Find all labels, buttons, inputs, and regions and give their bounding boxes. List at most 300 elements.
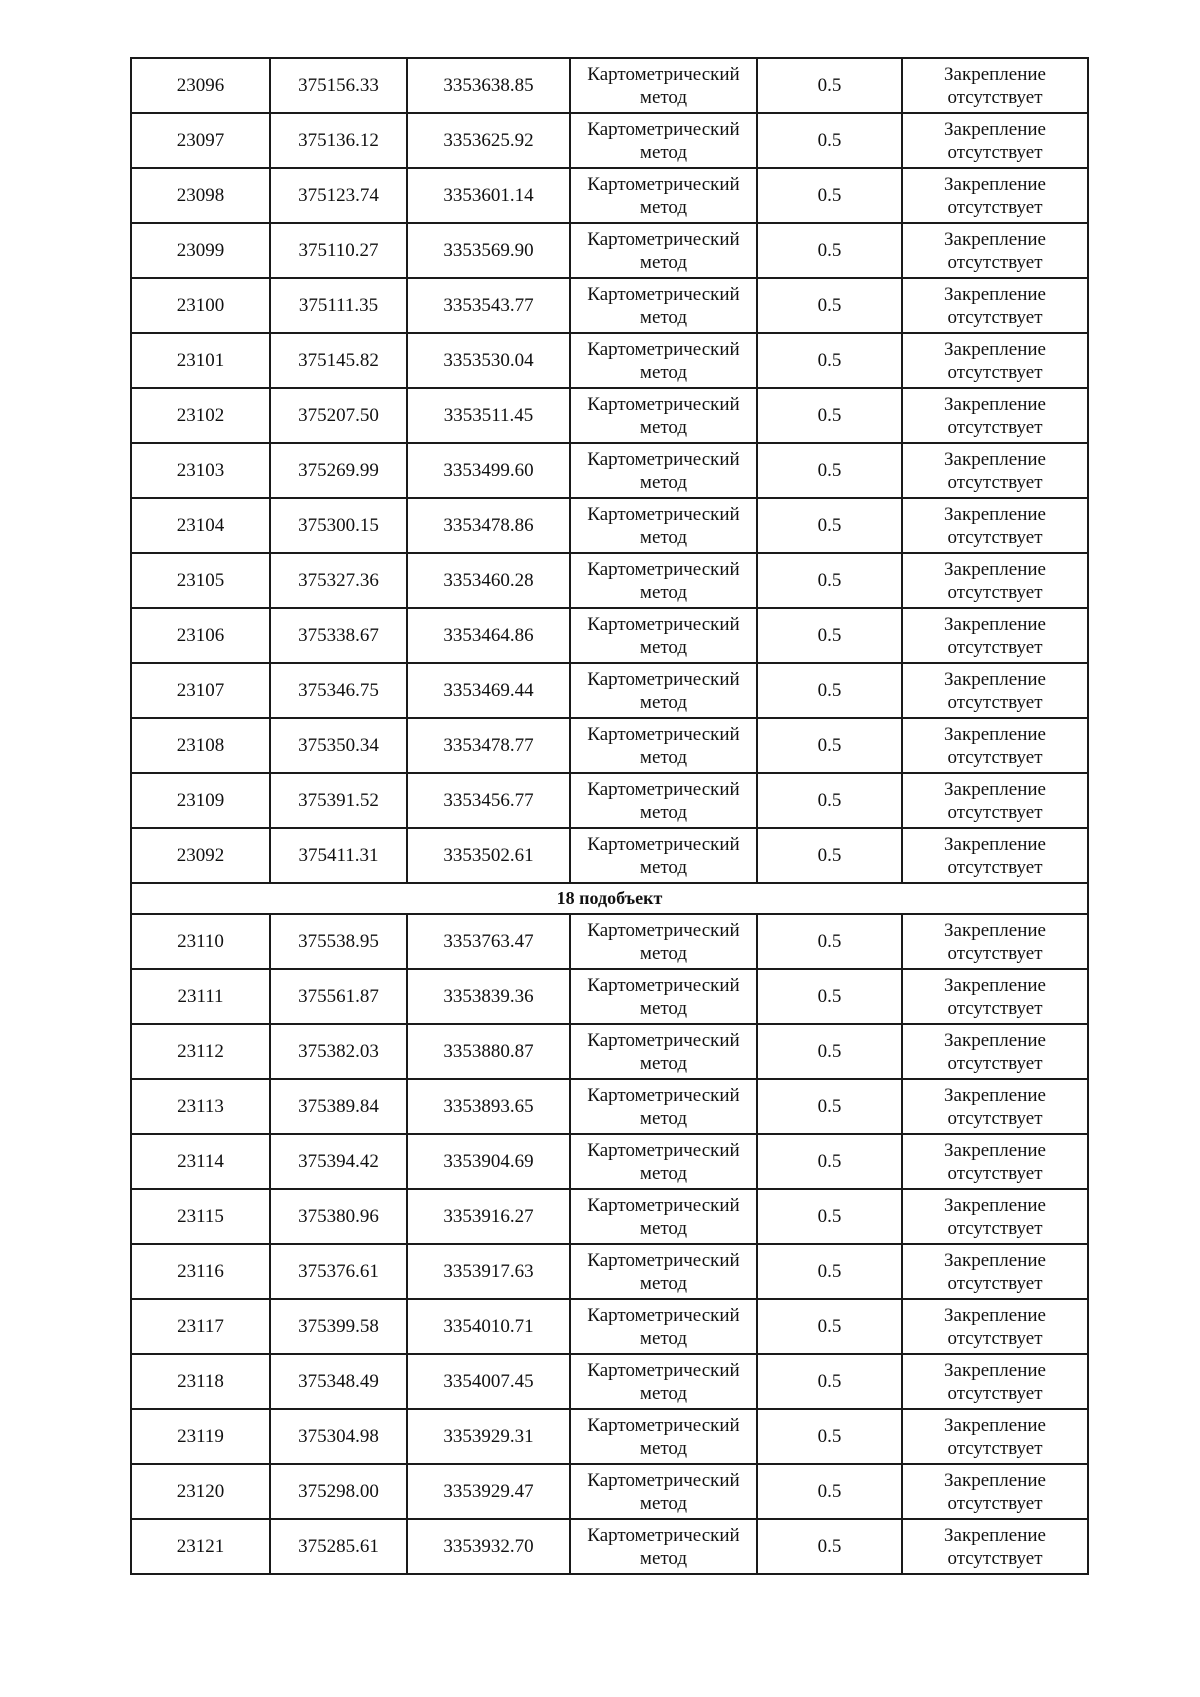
fixation-cell [902, 223, 1088, 278]
y-coordinate-cell [407, 443, 570, 498]
accuracy-text: 0.5 [817, 1481, 842, 1502]
x-coordinate-cell [270, 1519, 407, 1574]
method-text: Картометрический [587, 503, 740, 525]
fixation-text: отсутствует [947, 306, 1043, 328]
point-number-cell [131, 223, 270, 278]
accuracy-cell [757, 278, 902, 333]
fixation-text: отсутствует [947, 1052, 1043, 1074]
y-coordinate-text: 3353929.47 [443, 1481, 534, 1502]
y-coordinate-text: 3354010.71 [443, 1316, 534, 1337]
x-coordinate-text: 375350.34 [298, 735, 379, 756]
fixation-cell [902, 718, 1088, 773]
fixation-text: отсутствует [947, 942, 1043, 964]
x-coordinate-text: 375394.42 [298, 1151, 379, 1172]
x-coordinate-text: 375382.03 [298, 1041, 379, 1062]
method-text: метод [639, 1107, 688, 1129]
x-coordinate-cell [270, 553, 407, 608]
method-text: Картометрический [587, 63, 740, 85]
x-coordinate-cell [270, 58, 407, 113]
fixation-text: Закрепление [944, 1249, 1046, 1271]
method-text: Картометрический [587, 1524, 740, 1546]
x-coordinate-cell [270, 663, 407, 718]
accuracy-cell [757, 553, 902, 608]
accuracy-text: 0.5 [817, 185, 842, 206]
y-coordinate-cell [407, 608, 570, 663]
y-coordinate-cell [407, 58, 570, 113]
accuracy-cell [757, 443, 902, 498]
y-coordinate-text: 3353638.85 [443, 75, 534, 96]
accuracy-text: 0.5 [817, 75, 842, 96]
method-cell [570, 1464, 757, 1519]
x-coordinate-text: 375269.99 [298, 460, 379, 481]
fixation-text: Закрепление [944, 338, 1046, 360]
point-number-cell [131, 553, 270, 608]
accuracy-cell [757, 969, 902, 1024]
point-number-cell [131, 1134, 270, 1189]
y-coordinate-text: 3353601.14 [443, 185, 534, 206]
method-text: метод [639, 361, 688, 383]
point-number-cell [131, 388, 270, 443]
accuracy-cell [757, 1409, 902, 1464]
accuracy-text: 0.5 [817, 680, 842, 701]
point-number-text: 23121 [176, 1536, 225, 1557]
fixation-text: отсутствует [947, 801, 1043, 823]
accuracy-cell [757, 1464, 902, 1519]
accuracy-text: 0.5 [817, 735, 842, 756]
y-coordinate-cell [407, 333, 570, 388]
accuracy-cell [757, 1024, 902, 1079]
fixation-text: отсутствует [947, 1327, 1043, 1349]
accuracy-cell [757, 914, 902, 969]
method-text: Картометрический [587, 558, 740, 580]
fixation-cell [902, 1464, 1088, 1519]
y-coordinate-text: 3353839.36 [443, 986, 534, 1007]
fixation-cell [902, 333, 1088, 388]
fixation-cell [902, 1244, 1088, 1299]
point-number-cell [131, 333, 270, 388]
point-number-text: 23110 [177, 931, 224, 952]
y-coordinate-text: 3353502.61 [443, 845, 534, 866]
table-row [131, 58, 1088, 113]
accuracy-text: 0.5 [817, 1096, 842, 1117]
y-coordinate-text: 3353511.45 [443, 405, 534, 426]
y-coordinate-cell [407, 278, 570, 333]
fixation-text: Закрепление [944, 919, 1046, 941]
fixation-cell [902, 773, 1088, 828]
y-coordinate-cell [407, 718, 570, 773]
x-coordinate-cell [270, 1244, 407, 1299]
accuracy-cell [757, 388, 902, 443]
method-text: Картометрический [587, 1359, 740, 1381]
y-coordinate-text: 3353543.77 [443, 295, 534, 316]
fixation-cell [902, 1079, 1088, 1134]
x-coordinate-text: 375298.00 [298, 1481, 379, 1502]
point-number-text: 23108 [176, 735, 225, 756]
point-number-cell [131, 1409, 270, 1464]
fixation-cell [902, 1134, 1088, 1189]
method-text: Картометрический [587, 1469, 740, 1491]
fixation-text: Закрепление [944, 393, 1046, 415]
x-coordinate-cell [270, 498, 407, 553]
fixation-cell [902, 1189, 1088, 1244]
table-row [131, 773, 1088, 828]
x-coordinate-cell [270, 1079, 407, 1134]
table-row [131, 1189, 1088, 1244]
table-row [131, 333, 1088, 388]
x-coordinate-text: 375399.58 [298, 1316, 379, 1337]
fixation-text: отсутствует [947, 1492, 1043, 1514]
y-coordinate-text: 3353478.77 [443, 735, 534, 756]
method-cell [570, 1024, 757, 1079]
method-text: Картометрический [587, 833, 740, 855]
y-coordinate-cell [407, 113, 570, 168]
fixation-text: отсутствует [947, 416, 1043, 438]
fixation-text: Закрепление [944, 63, 1046, 85]
fixation-text: Закрепление [944, 668, 1046, 690]
x-coordinate-text: 375300.15 [298, 515, 379, 536]
point-number-text: 23117 [177, 1316, 224, 1337]
method-cell [570, 58, 757, 113]
fixation-text: отсутствует [947, 691, 1043, 713]
y-coordinate-cell [407, 1409, 570, 1464]
y-coordinate-cell [407, 1519, 570, 1574]
method-text: метод [639, 581, 688, 603]
point-number-cell [131, 969, 270, 1024]
point-number-text: 23112 [177, 1041, 224, 1062]
y-coordinate-cell [407, 969, 570, 1024]
y-coordinate-text: 3353763.47 [443, 931, 534, 952]
fixation-text: Закрепление [944, 118, 1046, 140]
y-coordinate-cell [407, 1354, 570, 1409]
method-text: Картометрический [587, 668, 740, 690]
x-coordinate-text: 375561.87 [298, 986, 379, 1007]
x-coordinate-text: 375380.96 [298, 1206, 379, 1227]
point-number-cell [131, 1519, 270, 1574]
accuracy-cell [757, 223, 902, 278]
x-coordinate-text: 375145.82 [298, 350, 379, 371]
y-coordinate-text: 3354007.45 [443, 1371, 534, 1392]
x-coordinate-cell [270, 1189, 407, 1244]
point-number-text: 23104 [176, 515, 225, 536]
method-text: метод [639, 636, 688, 658]
table-row [131, 278, 1088, 333]
point-number-text: 23115 [177, 1206, 224, 1227]
point-number-cell [131, 498, 270, 553]
fixation-text: Закрепление [944, 1414, 1046, 1436]
point-number-cell [131, 1024, 270, 1079]
accuracy-cell [757, 1189, 902, 1244]
point-number-text: 23092 [176, 845, 225, 866]
fixation-text: отсутствует [947, 251, 1043, 273]
point-number-text: 23097 [176, 130, 225, 151]
fixation-text: отсутствует [947, 1107, 1043, 1129]
method-text: Картометрический [587, 1414, 740, 1436]
fixation-cell [902, 1024, 1088, 1079]
accuracy-cell [757, 1299, 902, 1354]
x-coordinate-cell [270, 1134, 407, 1189]
fixation-cell [902, 828, 1088, 883]
fixation-text: отсутствует [947, 746, 1043, 768]
fixation-text: Закрепление [944, 778, 1046, 800]
accuracy-cell [757, 113, 902, 168]
fixation-cell [902, 1354, 1088, 1409]
table-row [131, 113, 1088, 168]
point-number-text: 23118 [177, 1371, 224, 1392]
point-number-text: 23120 [176, 1481, 225, 1502]
method-cell [570, 1409, 757, 1464]
method-text: метод [639, 471, 688, 493]
y-coordinate-cell [407, 498, 570, 553]
accuracy-text: 0.5 [817, 350, 842, 371]
point-number-text: 23100 [176, 295, 225, 316]
table-row [131, 828, 1088, 883]
method-text: Картометрический [587, 919, 740, 941]
fixation-text: отсутствует [947, 1162, 1043, 1184]
method-text: Картометрический [587, 283, 740, 305]
method-cell [570, 1299, 757, 1354]
fixation-text: отсутствует [947, 361, 1043, 383]
method-text: метод [639, 856, 688, 878]
fixation-text: Закрепление [944, 173, 1046, 195]
accuracy-text: 0.5 [817, 130, 842, 151]
point-number-text: 23096 [176, 75, 225, 96]
fixation-text: Закрепление [944, 833, 1046, 855]
fixation-text: отсутствует [947, 856, 1043, 878]
x-coordinate-text: 375111.35 [298, 295, 379, 316]
y-coordinate-cell [407, 828, 570, 883]
fixation-text: Закрепление [944, 1469, 1046, 1491]
point-number-cell [131, 113, 270, 168]
accuracy-text: 0.5 [817, 845, 842, 866]
accuracy-text: 0.5 [817, 1371, 842, 1392]
method-text: Картометрический [587, 1139, 740, 1161]
x-coordinate-text: 375411.31 [298, 845, 379, 866]
method-text: Картометрический [587, 448, 740, 470]
fixation-cell [902, 443, 1088, 498]
method-cell [570, 914, 757, 969]
accuracy-text: 0.5 [817, 460, 842, 481]
method-text: метод [639, 1437, 688, 1459]
x-coordinate-cell [270, 113, 407, 168]
fixation-cell [902, 168, 1088, 223]
accuracy-cell [757, 1519, 902, 1574]
method-cell [570, 608, 757, 663]
y-coordinate-text: 3353880.87 [443, 1041, 534, 1062]
method-cell [570, 168, 757, 223]
point-number-cell [131, 914, 270, 969]
point-number-text: 23106 [176, 625, 225, 646]
accuracy-text: 0.5 [817, 790, 842, 811]
y-coordinate-text: 3353460.28 [443, 570, 534, 591]
table-row [131, 388, 1088, 443]
method-text: метод [639, 1162, 688, 1184]
point-number-cell [131, 168, 270, 223]
x-coordinate-text: 375136.12 [298, 130, 379, 151]
y-coordinate-cell [407, 1464, 570, 1519]
table-row [131, 443, 1088, 498]
x-coordinate-text: 375327.36 [298, 570, 379, 591]
method-text: Картометрический [587, 723, 740, 745]
method-text: метод [639, 1492, 688, 1514]
point-number-text: 23102 [176, 405, 225, 426]
fixation-text: Закрепление [944, 613, 1046, 635]
method-cell [570, 1354, 757, 1409]
subobject-header-row [131, 883, 1088, 914]
y-coordinate-cell [407, 1134, 570, 1189]
point-number-text: 23114 [177, 1151, 224, 1172]
point-number-cell [131, 1464, 270, 1519]
method-cell [570, 1079, 757, 1134]
accuracy-text: 0.5 [817, 1426, 842, 1447]
accuracy-cell [757, 828, 902, 883]
point-number-cell [131, 1244, 270, 1299]
x-coordinate-text: 375156.33 [298, 75, 379, 96]
accuracy-cell [757, 58, 902, 113]
x-coordinate-cell [270, 828, 407, 883]
method-cell [570, 1244, 757, 1299]
method-text: Картометрический [587, 974, 740, 996]
y-coordinate-cell [407, 1079, 570, 1134]
y-coordinate-text: 3353916.27 [443, 1206, 534, 1227]
x-coordinate-cell [270, 1354, 407, 1409]
fixation-cell [902, 969, 1088, 1024]
accuracy-cell [757, 1079, 902, 1134]
y-coordinate-text: 3353929.31 [443, 1426, 534, 1447]
y-coordinate-cell [407, 388, 570, 443]
y-coordinate-cell [407, 168, 570, 223]
fixation-text: отсутствует [947, 636, 1043, 658]
accuracy-text: 0.5 [817, 405, 842, 426]
y-coordinate-cell [407, 773, 570, 828]
x-coordinate-text: 375346.75 [298, 680, 379, 701]
method-cell [570, 498, 757, 553]
accuracy-cell [757, 498, 902, 553]
accuracy-cell [757, 333, 902, 388]
y-coordinate-text: 3353530.04 [443, 350, 534, 371]
x-coordinate-text: 375391.52 [298, 790, 379, 811]
y-coordinate-text: 3353478.86 [443, 515, 534, 536]
accuracy-cell [757, 663, 902, 718]
x-coordinate-cell [270, 388, 407, 443]
x-coordinate-text: 375376.61 [298, 1261, 379, 1282]
x-coordinate-text: 375338.67 [298, 625, 379, 646]
accuracy-cell [757, 1134, 902, 1189]
x-coordinate-text: 375389.84 [298, 1096, 379, 1117]
fixation-cell [902, 388, 1088, 443]
method-text: Картометрический [587, 1029, 740, 1051]
table-row [131, 1354, 1088, 1409]
fixation-text: Закрепление [944, 1304, 1046, 1326]
method-text: Картометрический [587, 173, 740, 195]
fixation-text: Закрепление [944, 723, 1046, 745]
y-coordinate-text: 3353625.92 [443, 130, 534, 151]
accuracy-text: 0.5 [817, 1316, 842, 1337]
table-row [131, 1244, 1088, 1299]
point-number-cell [131, 1189, 270, 1244]
fixation-cell [902, 1409, 1088, 1464]
method-text: метод [639, 801, 688, 823]
x-coordinate-cell [270, 969, 407, 1024]
method-text: метод [639, 746, 688, 768]
method-cell [570, 663, 757, 718]
method-text: метод [639, 196, 688, 218]
point-number-text: 23101 [176, 350, 225, 371]
y-coordinate-text: 3353904.69 [443, 1151, 534, 1172]
fixation-text: отсутствует [947, 581, 1043, 603]
accuracy-text: 0.5 [817, 295, 842, 316]
x-coordinate-text: 375123.74 [298, 185, 379, 206]
fixation-text: отсутствует [947, 1437, 1043, 1459]
point-number-text: 23119 [177, 1426, 224, 1447]
method-text: метод [639, 306, 688, 328]
method-text: метод [639, 691, 688, 713]
accuracy-cell [757, 773, 902, 828]
fixation-text: Закрепление [944, 558, 1046, 580]
method-text: Картометрический [587, 1194, 740, 1216]
x-coordinate-cell [270, 608, 407, 663]
y-coordinate-cell [407, 553, 570, 608]
method-cell [570, 1189, 757, 1244]
x-coordinate-cell [270, 278, 407, 333]
x-coordinate-cell [270, 773, 407, 828]
table-row [131, 1409, 1088, 1464]
table-row [131, 168, 1088, 223]
table-row [131, 1024, 1088, 1079]
x-coordinate-cell [270, 223, 407, 278]
fixation-cell [902, 113, 1088, 168]
method-cell [570, 828, 757, 883]
point-number-text: 23116 [177, 1261, 224, 1282]
method-cell [570, 333, 757, 388]
point-number-text: 23107 [176, 680, 225, 701]
x-coordinate-text: 375304.98 [298, 1426, 379, 1447]
fixation-text: отсутствует [947, 1547, 1043, 1569]
method-cell [570, 718, 757, 773]
y-coordinate-cell [407, 1244, 570, 1299]
method-cell [570, 388, 757, 443]
fixation-cell [902, 58, 1088, 113]
table-row [131, 223, 1088, 278]
accuracy-text: 0.5 [817, 1261, 842, 1282]
fixation-text: отсутствует [947, 1272, 1043, 1294]
x-coordinate-cell [270, 168, 407, 223]
fixation-text: отсутствует [947, 471, 1043, 493]
fixation-cell [902, 278, 1088, 333]
fixation-text: Закрепление [944, 974, 1046, 996]
x-coordinate-cell [270, 718, 407, 773]
fixation-cell [902, 663, 1088, 718]
method-text: Картометрический [587, 1084, 740, 1106]
y-coordinate-text: 3353917.63 [443, 1261, 534, 1282]
y-coordinate-cell [407, 1024, 570, 1079]
x-coordinate-cell [270, 1299, 407, 1354]
accuracy-text: 0.5 [817, 931, 842, 952]
point-number-cell [131, 1299, 270, 1354]
method-text: метод [639, 526, 688, 548]
subobject-title: 18 подобъект [131, 883, 1088, 914]
fixation-cell [902, 914, 1088, 969]
fixation-text: Закрепление [944, 448, 1046, 470]
y-coordinate-text: 3353569.90 [443, 240, 534, 261]
point-number-cell [131, 718, 270, 773]
method-cell [570, 553, 757, 608]
method-text: Картометрический [587, 228, 740, 250]
method-text: метод [639, 1547, 688, 1569]
y-coordinate-cell [407, 1189, 570, 1244]
x-coordinate-cell [270, 443, 407, 498]
method-cell [570, 223, 757, 278]
y-coordinate-cell [407, 223, 570, 278]
